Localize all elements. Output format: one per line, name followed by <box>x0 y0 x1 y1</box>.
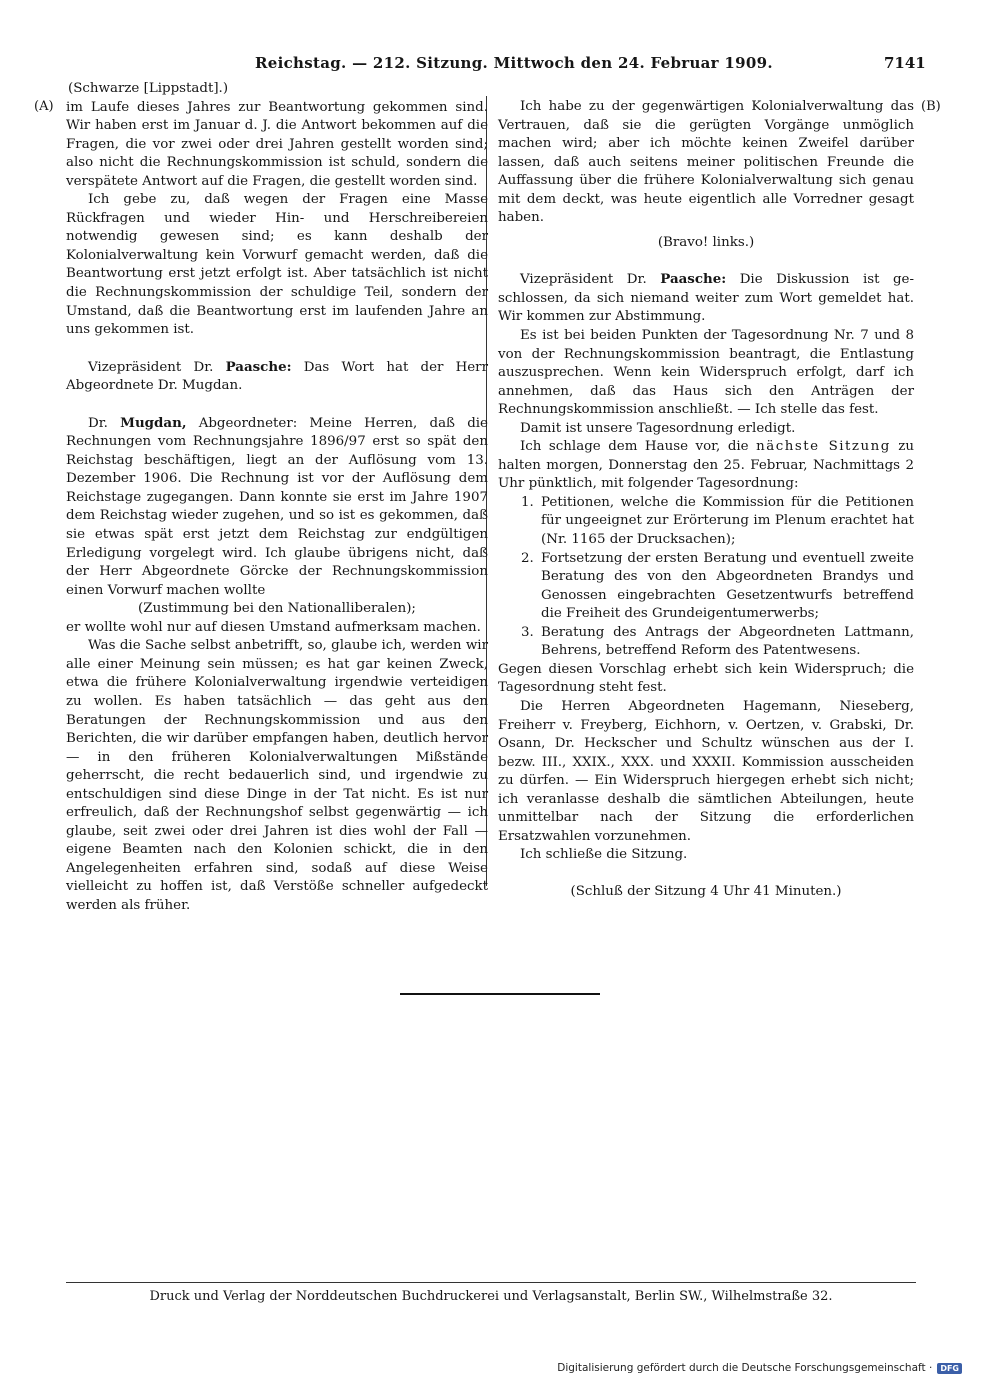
speaker-paragraph <box>66 358 488 396</box>
text-segment: Ich schlage dem Hause vor, die <box>520 439 749 455</box>
speaker-title: Dr. <box>88 415 108 431</box>
speaker-title: Vizepräsident Dr. <box>88 359 214 375</box>
page-number: 7141 <box>884 54 926 72</box>
paragraph <box>498 438 914 494</box>
agenda-number: 2. <box>521 550 534 566</box>
agenda-item <box>521 624 914 661</box>
paragraph: Ich schließe die Sitzung. <box>520 847 688 863</box>
speech-text: Das Wort hat der Herr Abgeordnete Dr. Mugdan. <box>66 359 488 394</box>
paragraph: er wollte wohl nur auf diesen Umstand aufmerksam machen. <box>66 619 481 635</box>
speech-text: Die Diskussion ist geschlossen, da sich niemand weiter zum Wort gemeldet hat. Wir kommen zur Abstimmung. <box>498 272 914 325</box>
paragraph: Gegen diesen Vorschlag erhebt sich kein Widerspruch; die Tagesordnung steht fest. <box>498 661 914 696</box>
running-head: Reichstag. — 212. Sitzung. Mittwoch den 24. Februar 1909. <box>255 54 773 72</box>
paragraph: Die Herren Abgeordneten Hagemann, Nieseberg, Freiherr v. Freyberg, Eichhorn, v. Oertzen, v. Grabski, Dr. Osann, Dr. Heckscher und Schultz wünschen aus der I. bezw. III., XXIX., XXX. und XXXII. Kommission ausscheiden zu dürfen. — Ein Widerspruch hiergegen erhebt sich nicht; ich veranlasse deshalb die sämtlichen Abteilungen, heute unmittelbar nach der Sitzung die erforderlichen Ersatzwahlen vorzunehmen. <box>498 698 914 844</box>
paragraph: Es ist bei beiden Punkten der Tagesordnung Nr. 7 und 8 von der Rechnungskommission beantragt, die Entlastung auszusprechen. Wenn kein Widerspruch erfolgt, darf ich annehmen, daß das Haus sich den Anträgen der Rechnungskommission anschließt. — Ich stelle das fest. <box>498 328 914 418</box>
right-column <box>498 80 914 901</box>
speaker-paragraph <box>498 270 914 327</box>
agenda-list <box>498 494 914 661</box>
agenda-number: 1. <box>521 494 534 510</box>
left-column <box>66 80 488 916</box>
dfg-logo-icon: DFG <box>937 1363 962 1374</box>
speech-text: Abgeordneter: Meine Herren, daß die Rechnungen vom Rechnungsjahre 1896/97 erst so spät den Reichstag beschäftigen, liegt an der Auflösung vom 13. Dezember 1906. Die Rechnung ist vor der Auflösung dem Reichstage zugegangen. Dann konnte sie erst im Jahre 1907 dem Reichstag wieder zugehen, und so ist es gekommen, daß sie etwas spät erst jetzt dem Reichstag zur endgültigen Erledigung vorgelegt wird. Ich glaube übrigens nicht, daß der Herr Abgeordnete Görcke der Rechnungskommission einen Vorwurf machen wollte <box>66 415 488 598</box>
session-close: (Schluß der Sitzung 4 Uhr 41 Minuten.) <box>570 883 842 899</box>
text-segment: zu halten morgen, Donnerstag den 25. Februar, Nachmittags 2 Uhr pünktlich, mit folgender Tagesordnung: <box>498 439 914 492</box>
agenda-text: Beratung des Antrags der Abgeordneten Lattmann, Behrens, betreffend Reform des Patentwesens. <box>541 624 914 659</box>
speaker-continuation: (Schwarze [Lippstadt].) <box>68 81 229 96</box>
agenda-item <box>521 494 914 550</box>
paragraph: Damit ist unsere Tagesordnung erledigt. <box>520 420 796 436</box>
spaced-text: nächste Sitzung <box>756 439 891 455</box>
digitization-credit-text: Digitalisierung gefördert durch die Deutsche Forschungsgemeinschaft · <box>557 1362 933 1374</box>
agenda-text: Petitionen, welche die Kommission für die Petitionen für ungeeignet zur Erörterung im Plenum erachtet hat (Nr. 1165 der Drucksachen); <box>541 494 914 548</box>
speaker-name: Paasche: <box>225 358 292 375</box>
agenda-text: Fortsetzung der ersten Beratung und eventuell zweite Beratung des von den Abgeordneten Brandys und Genossen eingebrachten Gesetzentwurfs betreffend die Freiheit des Grundeigentumerwerbs; <box>541 550 914 622</box>
interjection: (Bravo! links.) <box>657 234 755 250</box>
interjection: (Zustimmung bei den Nationalliberalen); <box>138 601 416 617</box>
margin-mark-a: (A) <box>34 99 54 114</box>
footer-rule <box>66 1282 916 1283</box>
speaker-name: Mugdan, <box>120 414 187 431</box>
paragraph: Ich habe zu der gegenwärtigen Kolonialverwaltung das Vertrauen, daß sie die gerügten Vorgänge unmöglich machen wird; aber ich möchte keinen Zweifel darüber lassen, daß auch seitens meiner politischen Freunde die Auffassung über die frühere Kolonialverwaltung sich genau mit dem deckt, was heute eigentlich alle Vorredner gesagt haben. <box>498 99 914 226</box>
speaker-name: Paasche: <box>660 271 727 288</box>
margin-mark-b: (B) <box>921 99 941 114</box>
paragraph: im Laufe dieses Jahres zur Beantwortung gekommen sind. Wir haben erst im Januar d. J. die Antwort bekommen auf die Fragen, die vor zwei oder drei Jahren gestellt worden sind; also nicht die Rechnungskommission ist schuld, sondern die verspätete Antwort auf die Fragen, die gestellt worden sind. <box>66 99 488 189</box>
speaker-title: Vizepräsident Dr. <box>520 272 647 288</box>
end-divider <box>400 993 600 995</box>
speaker-paragraph <box>66 414 488 600</box>
agenda-item <box>521 550 914 624</box>
paragraph: Ich gebe zu, daß wegen der Fragen eine Masse Rückfragen und wieder Hin- und Herschreibereien notwendig gewesen sind; es kann deshalb der Kolonialverwaltung kein Vorwurf gemacht werden, daß die Beantwortung erst jetzt erfolgt ist. Aber tatsächlich ist nicht die Rechnungskommission der schuldige Teil, sondern der Umstand, daß die Beantwortung erst im laufenden Jahre an uns gekommen ist. <box>66 192 488 338</box>
agenda-number: 3. <box>521 624 534 640</box>
digitization-credit <box>557 1362 962 1374</box>
paragraph: Was die Sache selbst anbetrifft, so, glaube ich, werden wir alle einer Meinung sein müssen; es hat gar keinen Zweck, etwa die frühere Kolonialverwaltung irgendwie verteidigen zu wollen. Es haben tatsächlich — das geht aus den Beratungen der Rechnungskommission und aus den Berichten, die wir darüber empfangen haben, deutlich hervor — in den früheren Kolonialverwaltungen Mißstände geherrscht, die recht bedauerlich sind, und irgendwie zu entschuldigen sind diese Dinge in der Tat nicht. Es ist nur erfreulich, daß der Rechnungshof selbst gegenwärtig — ich glaube, seit zwei oder drei Jahren ist dies wohl der Fall — eigene Beamten nach den Kolonien schickt, die in den Angelegenheiten erfahren sind, sodaß auf diese Weise vielleicht zu hoffen ist, daß Verstöße schneller aufgedeckt werden als früher. <box>66 638 488 913</box>
imprint: Druck und Verlag der Norddeutschen Buchdruckerei und Verlagsanstalt, Berlin SW., Wilhelmstraße 32. <box>149 1289 833 1304</box>
